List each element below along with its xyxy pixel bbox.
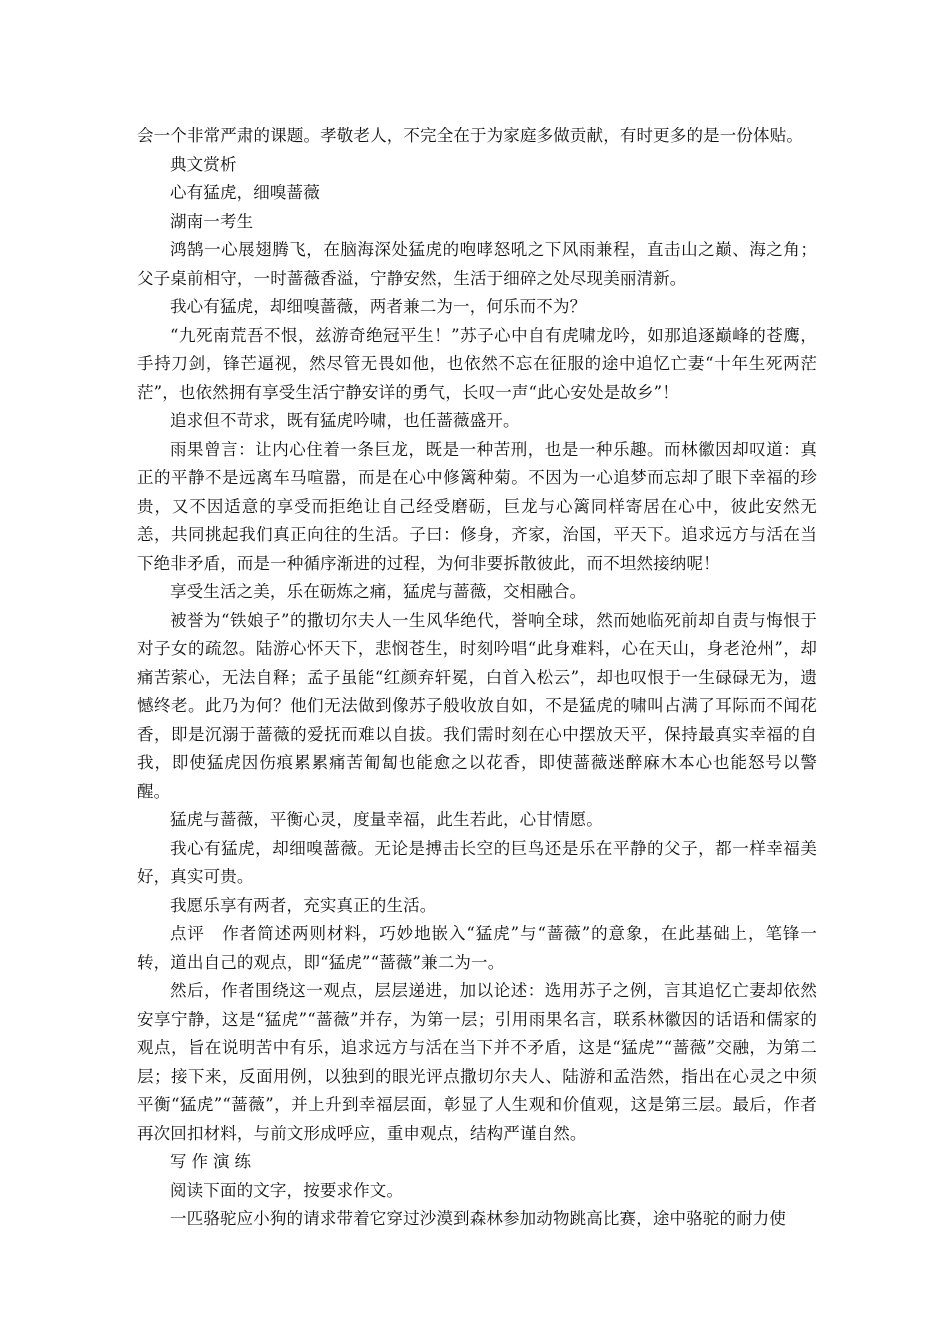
essay-paragraph-1: 鸿鹄一心展翅腾飞，在脑海深处猛虎的咆哮怒吼之下风雨兼程，直击山之巅、海之角；父子桌前相守，一时蔷薇香溢，宁静安然，生活于细碎之处尽现美丽清新。 [137,240,817,288]
essay-title: 心有猛虎，细嗅蔷薇 [170,183,320,202]
essay-paragraph-9: 我心有猛虎，却细嗅蔷薇。无论是搏击长空的巨鸟还是乐在平静的父子，都一样幸福美好，真实可贵。 [137,838,817,886]
practice-instruction: 阅读下面的文字，按要求作文。 [170,1180,404,1200]
commentary-paragraph-1: 点评 作者简述两则材料，巧妙地嵌入“猛虎”与“蔷薇”的意象，在此基础上，笔锋一转，道出自己的观点，即“猛虎”“蔷薇”兼二为一。 [137,924,817,972]
essay-paragraph-3: “九死南荒吾不恨，兹游奇绝冠平生！”苏子心中自有虎啸龙吟，如那追逐巅峰的苍鹰，手持刀剑，锋芒逼视，然尽管无畏如他，也依然不忘在征服的途中追忆亡妻“十年生死两茫茫”，也依然拥有享受生活宁静安详的勇气，长叹一声“此心安处是故乡”！ [137,325,817,402]
essay-paragraph-5: 雨果曾言：让内心住着一条巨龙，既是一种苦刑，也是一种乐趣。而林徽因却叹道：真正的平静不是远离车马喧嚣，而是在心中修篱种菊。不因为一心追梦而忘却了眼下幸福的珍贵，又不因适意的享受而拒绝让自己经受磨砺，巨龙与心篱同样寄居在心中，彼此安然无恙，共同挑起我们真正向往的生活。子曰：修身，齐家，治国，平天下。追求远方与活在当下绝非矛盾，而是一种循序渐进的过程，为何非要拆散彼此，而不坦然接纳呢！ [137,439,817,573]
section-heading-model-essay: 典文赏析 [170,154,237,174]
essay-paragraph-6: 享受生活之美，乐在砺炼之痛，猛虎与蔷薇，交相融合。 [170,582,587,601]
document-page [137,122,817,1234]
essay-paragraph-7: 被誉为“铁娘子”的撒切尔夫人一生风华绝代，誉响全球，然而她临死前却自责与悔恨于对子女的疏忽。陆游心怀天下，悲悯苍生，时刻吟唱“此身难料，心在天山，身老沧州”，却痛苦萦心，无法自释；孟子虽能“红颜弃轩冕，白首入松云”，却也叹恨于一生碌碌无为，遗憾终老。此乃为何？他们无法做到像苏子般收放自如，不是猛虎的啸叫占满了耳际而不闻花香，即是沉溺于蔷薇的爱抚而难以自拔。我们需时刻在心中摆放天平，保持最真实幸福的自我，即使猛虎因伤痕累累痛苦匍匐也能愈之以花香，即使蔷薇迷醉麻木本心也能怒号以警醒。 [137,610,817,801]
essay-paragraph-8: 猛虎与蔷薇，平衡心灵，度量幸福，此生若此，心甘情愿。 [170,810,603,829]
essay-paragraph-4: 追求但不苛求，既有猛虎吟啸，也任蔷薇盛开。 [170,411,520,430]
essay-paragraph-2: 我心有猛虎，却细嗅蔷薇，两者兼二为一，何乐而不为？ [170,297,587,316]
section-heading-writing-practice: 写作演练 [170,1152,256,1171]
paragraph-intro-end: 会一个非常严肃的课题。孝敬老人，不完全在于为家庭多做贡献，有时更多的是一份体贴。 [137,126,803,145]
commentary-paragraph-2: 然后，作者围绕这一观点，层层递进，加以论述：选用苏子之例，言其追忆亡妻却依然安享宁静，这是“猛虎”“蔷薇”并存，为第一层；引用雨果名言，联系林徽因的话语和儒家的观点，旨在说明苦中有乐，追求远方与活在当下并不矛盾，这是“猛虎”“蔷薇”交融，为第二层；接下来，反面用例，以独到的眼光评点撒切尔夫人、陆游和孟浩然，指出在心灵之中须平衡“猛虎”“蔷薇”，并上升到幸福层面，彰显了人生观和价值观，这是第三层。最后，作者再次回扣材料，与前文形成呼应，重申观点，结构严谨自然。 [137,981,817,1143]
essay-author: 湖南一考生 [170,211,254,231]
essay-paragraph-10: 我愿乐享有两者，充实真正的生活。 [170,895,437,915]
practice-material: 一匹骆驼应小狗的请求带着它穿过沙漠到森林参加动物跳高比赛，途中骆驼的耐力使 [170,1209,787,1228]
